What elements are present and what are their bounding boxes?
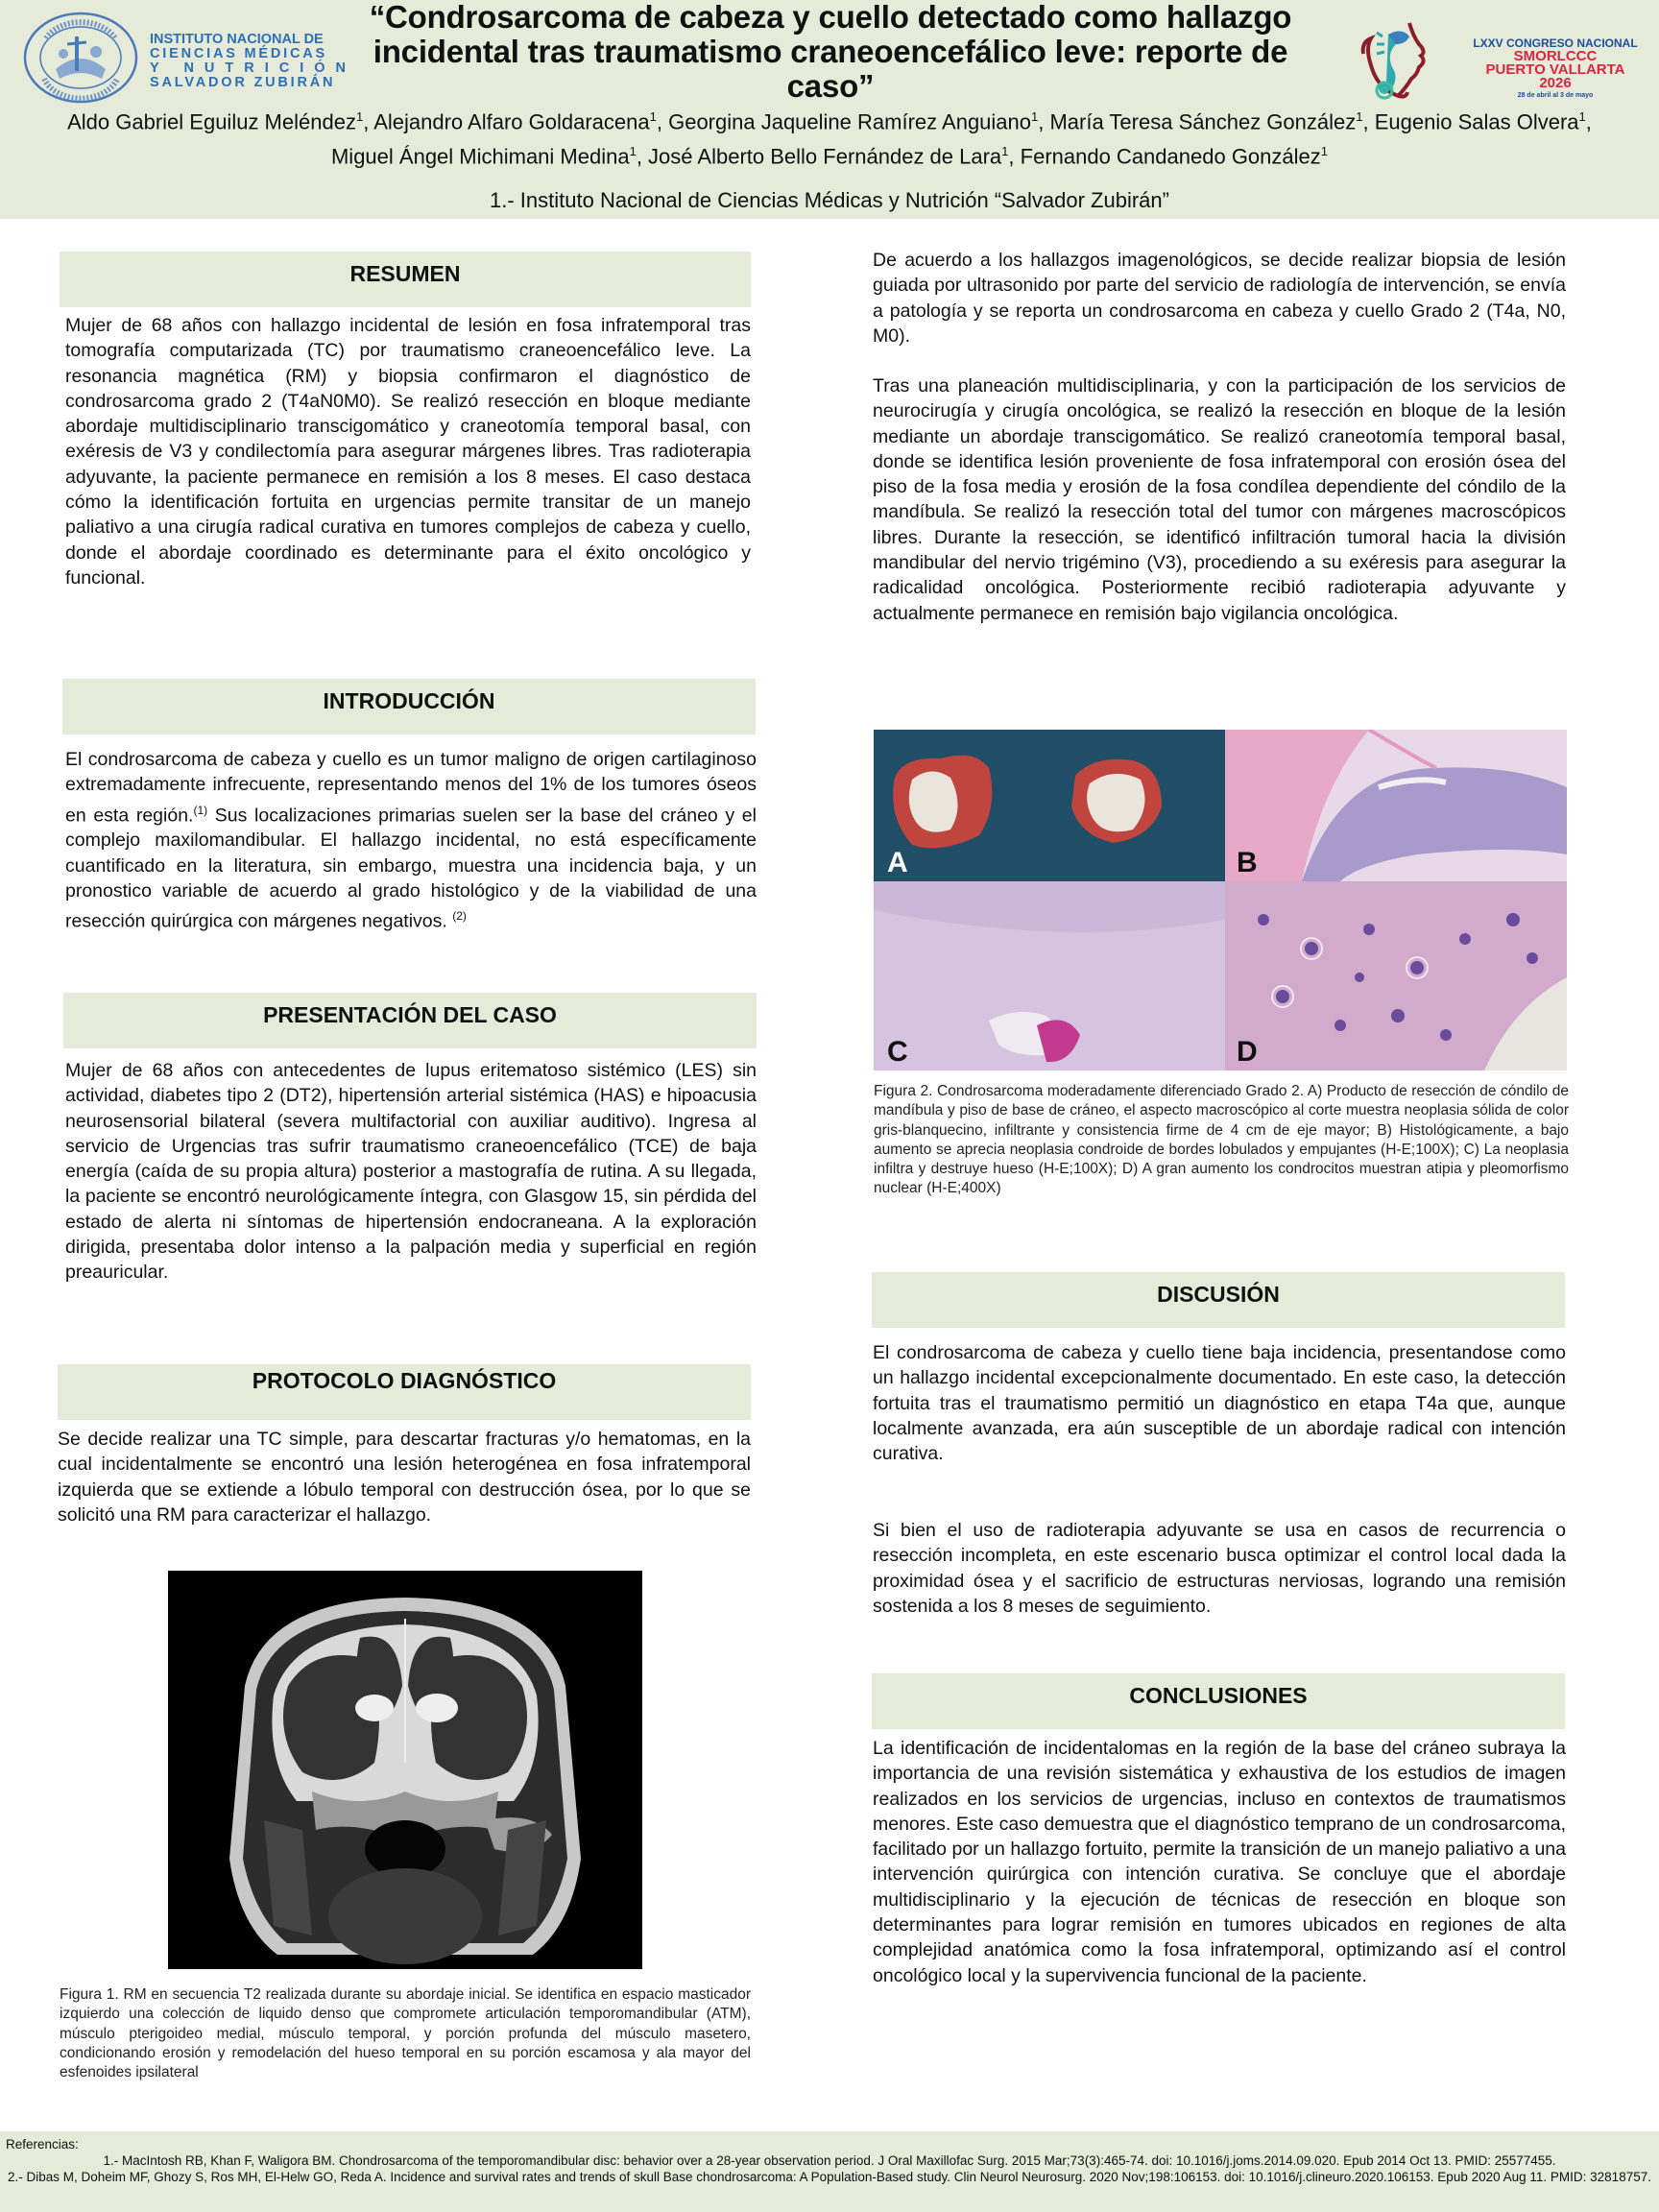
introduccion-text: [65, 747, 757, 934]
intro-text-part1: El condrosarcoma de cabeza y cuello es un tumor maligno de origen cartilaginoso extremadamente infrecuente, representando menos del 1% de los tumores óseos en esta región.: [65, 749, 757, 827]
author-name: Alejandro Alfaro Goldaracena: [373, 109, 650, 134]
author-affiliation-mark: 1: [1001, 144, 1009, 159]
author-name: Georgina Jaqueline Ramírez Anguiano: [668, 109, 1032, 134]
citation-1[interactable]: (1): [193, 803, 208, 817]
heading-text: PRESENTACIÓN DEL CASO: [263, 1002, 557, 1027]
congress-logo: [1344, 10, 1651, 106]
coronal-mri-brain-icon: [168, 1571, 642, 1969]
figure-2-panel-b: [1225, 730, 1567, 881]
author-affiliation-mark: 1: [629, 144, 637, 159]
figure-1-caption: Figura 1. RM en secuencia T2 realizada durante su abordaje inicial. Se identifica en espacio masticador izquierdo una colección de liquido denso que compromete articulación temporomandibular (ATM), músculo pterigoideo medial, músculo temporal, y porción profunda del músculo masetero, condicionando erosión y remodelación del hueso temporal en su porción escamosa y ala mayor del esfenoides ipsilateral: [60, 1986, 751, 2081]
institution-name-line4: SALVADOR ZUBIRÁN: [150, 75, 336, 90]
histology-bone-invasion-icon: [874, 881, 1225, 1070]
author-name: José Alberto Bello Fernández de Lara: [648, 144, 1002, 169]
author-name: María Teresa Sánchez González: [1049, 109, 1357, 134]
conclusiones-text: La identificación de incidentalomas en la región de la base del cráneo subraya la importancia de una revisión sistemática y exhaustiva de los estudios de imagen realizados en los servicios de urgencias, incluso en contextos de traumatismos menores. Este caso demuestra que el diagnóstico temprano de un condrosarcoma, facilitado por un hallazgo fortuito, permite la transición de un manejo paliativo a una intervención quirúrgica con intención curativa. Se concluye que el abordaje multidisciplinario y la ejecución de técnicas de resección en bloque son determinantes para lograr remisión en tumores ubicados en regiones de alta complejidad anatómica como la fosa infratemporal, optimizando así el control oncológico local y la supervivencia funcional de la paciente.: [873, 1738, 1566, 1986]
histology-low-power-icon: [1225, 730, 1567, 881]
institution-name-line2: CIENCIAS MÉDICAS: [150, 46, 327, 61]
congress-dates: 28 de abril al 3 de mayo: [1517, 92, 1594, 99]
heading-text: PROTOCOLO DIAGNÓSTICO: [252, 1368, 557, 1393]
poster-header: [0, 0, 1659, 219]
author-name: Aldo Gabriel Eguiluz Meléndez: [67, 109, 356, 134]
references-list: [6, 2153, 1653, 2185]
institution-name-line1: INSTITUTO NACIONAL DE: [150, 32, 324, 47]
author-name: Fernando Candanedo González: [1020, 144, 1321, 169]
seahorse-face-icon: [1350, 15, 1446, 108]
affiliation: 1.- Instituto Nacional de Ciencias Médicas y Nutrición “Salvador Zubirán”: [490, 188, 1169, 212]
institution-name-line3: Y NUTRICIÓN: [150, 60, 356, 76]
section-heading-presentacion: [63, 993, 757, 1048]
presentacion-text: Mujer de 68 años con antecedentes de lupus eritematoso sistémico (LES) sin actividad, diabetes tipo 2 (DT2), hipertensión arterial sistémica (HAS) e hipoacusia neurosensorial bilateral (severa multifactorial con auxiliar auditivo). Ingresa al servicio de Urgencias tras sufrir traumatismo craneoencefálico (TCE) de baja energía (caída de su propia altura) posterior a mastografía de rutina. A su llegada, la paciente se encontró neurológicamente íntegra, con Glasgow 15, sin pérdida del estado de alerta ni síntomas de hipertensión endocraneana. A la exploración dirigida, presentaba dolor intenso a la palpación media y superficial en región preauricular.: [65, 1060, 757, 1284]
congress-society: SMORLCCC: [1513, 48, 1598, 64]
figure-2-panel-c: [874, 881, 1225, 1070]
congress-name: LXXV CONGRESO NACIONAL: [1473, 36, 1638, 50]
panel-label-b: B: [1237, 847, 1258, 878]
intro-text-part2: Sus localizaciones primarias suelen ser la base del cráneo y el complejo maxilomandibular. El hallazgo incidental, no está específicamente cuantificado en la literatura, sin embargo, muestra una incidencia baja, y un pronostico variable de acuerdo al grado histológico y de la viabilidad de una resección quirúrgica con márgenes negativos.: [65, 805, 757, 932]
discusion-text-p2: Si bien el uso de radioterapia adyuvante se usa en casos de recurrencia o resección incompleta, en este escenario busca optimizar el control local dada la proximidad ósea y el sacrificio de estructuras nerviosas, logrando una remisión sostenida a los 8 meses de seguimiento.: [873, 1520, 1566, 1617]
institution-logo: [13, 8, 356, 104]
panel-label-a: A: [887, 847, 908, 878]
author-affiliation-mark: 1: [649, 109, 657, 124]
figure-1-mri-image: [168, 1571, 642, 1969]
discusion-text-p1: El condrosarcoma de cabeza y cuello tiene baja incidencia, presentandose como un hallazgo incidental excepcionalmente documentado. En este caso, la detección fortuita tras el traumatismo permitió un diagnóstico en etapa T4a que, aunque localmente avanzada, era aún susceptible de un abordaje radical con intención curativa.: [873, 1342, 1566, 1465]
congress-city: PUERTO VALLARTA: [1485, 61, 1625, 78]
author-name: Eugenio Salas Olvera: [1374, 109, 1579, 134]
case-continuation-p2: Tras una planeación multidisciplinaria, y con la participación de los servicios de neurocirugía y cirugía oncológica, se realizó la resección en bloque de la lesión mediante un abordaje transcigomático. Se realizó craneotomía temporal basal, donde se identifica lesión proveniente de fosa infratemporal con erosión ósea del piso de la fosa media y erosión de la fosa condílea dependiente del cóndilo de la mandíbula. Se realizó la resección total del tumor con márgenes macroscópicos libres. Durante la resección, se identificó infiltración tumoral hacia la división mandibular del nervio trigémino (V3), procediendo a su exéresis para asegurar la radicalidad oncológica. Posteriormente recibió radioterapia adyuvante y actualmente permanece en remisión bajo vigilancia oncológica.: [873, 375, 1566, 624]
poster-title: “Condrosarcoma de cabeza y cuello detectado como hallazgo incidental tras traumatismo craneoencefálico leve: reporte de caso”: [369, 0, 1292, 104]
heading-text: DISCUSIÓN: [1157, 1282, 1280, 1307]
author-affiliation-mark: 1: [1031, 109, 1039, 124]
panel-label-d: D: [1237, 1036, 1258, 1068]
resumen-text: Mujer de 68 años con hallazgo incidental de lesión en fosa infratemporal tras tomografía computarizada (TC) por traumatismo craneoencefálico leve. La resonancia magnética (RM) y biopsia confirmaron el diagnóstico de condrosarcoma grado 2 (T4aN0M0). Se realizó resección en bloque mediante abordaje multidisciplinario transcigomático y craneotomía temporal basal, con exéresis de V3 y condilectomía para asegurar márgenes libres. Tras radioterapia adyuvante, la paciente permanece en remisión a los 8 meses. El caso destaca cómo la identificación fortuita en urgencias permite transitar de un manejo paliativo a una cirugía radical curativa en tumores complejos de cabeza y cuello, donde el abordaje coordinado es determinante para el éxito oncológico y funcional.: [65, 315, 751, 589]
figure-2-caption: Figura 2. Condrosarcoma moderadamente diferenciado Grado 2. A) Producto de resección de cóndilo de mandíbula y piso de base de cráneo, el aspecto macroscópico al corte muestra neoplasia sólida de color gris-blanquecino, infiltrante y consistencia firme de 4 cm de eje mayor; B) Histológicamente, a bajo aumento se aprecia neoplasia condroide de bordes lobulados y empujantes (H-E;100X); C) La neoplasia infiltra y destruye hueso (H-E;100X); D) A gran aumento los condrocitos muestran atipia y pleomorfismo nuclear (H-E;400X): [874, 1083, 1569, 1197]
heading-text: RESUMEN: [349, 261, 461, 286]
citation-2[interactable]: (2): [452, 909, 467, 924]
author-affiliation-mark: 1: [1578, 109, 1586, 124]
section-heading-resumen: [60, 252, 751, 307]
references-footer: [0, 2131, 1659, 2212]
figure-2-panel-a: [874, 730, 1225, 881]
references-title: Referencias:: [6, 2137, 79, 2152]
protocolo-text: Se decide realizar una TC simple, para descartar fracturas y/o hematomas, en la cual incidentalmente se encontró una lesión heterogénea en fosa infratemporal izquierda que se extiende a lóbulo temporal con destrucción ósea, por lo que se solicitó una RM para caracterizar el hallazgo.: [58, 1429, 751, 1526]
histology-high-power-icon: [1225, 881, 1567, 1070]
author-list: Aldo Gabriel Eguiluz Meléndez$^1$, Alejandro Alfaro Goldaracena$^1$, Georgina Jaqueline Ramírez Anguiano$^1$, María Teresa Sánchez González$^1$, Eugenio Salas Olvera$^1$, Miguel Ángel Michimani Medina$^1$, José Alberto Bello Fernández de Lara$^1$, Fernando Candanedo González$^1$: [67, 109, 1592, 169]
panel-label-c: C: [887, 1036, 908, 1068]
section-heading-discusion: [872, 1272, 1565, 1328]
author-affiliation-mark: 1: [355, 109, 364, 124]
resection-specimen-icon: [874, 730, 1225, 881]
reference-item: 2.- Dibas M, Doheim MF, Ghozy S, Ros MH, El-Helw GO, Reda A. Incidence and survival rates and trends of skull Base chondrosarcoma: A Population-Based study. Clin Neurol Neurosurg. 2020 Nov;198:106153. doi: 10.1016/j.clineuro.2020.106153. Epub 2020 Aug 11. PMID: 32818757.: [8, 2169, 1651, 2184]
heading-text: CONCLUSIONES: [1129, 1683, 1308, 1708]
author-name: Miguel Ángel Michimani Medina: [330, 144, 630, 169]
congress-year: 2026: [1539, 75, 1572, 91]
section-heading-introduccion: [62, 679, 756, 734]
section-heading-conclusiones: [872, 1673, 1565, 1729]
heading-text: INTRODUCCIÓN: [323, 688, 495, 713]
section-heading-protocolo: [58, 1364, 751, 1420]
figure-2-panel-d: [1225, 881, 1567, 1070]
institution-seal-icon: [17, 10, 144, 106]
reference-item: 1.- MacIntosh RB, Khan F, Waligora BM. Chondrosarcoma of the temporomandibular disc: behavior over a 28-year observation period. J Oral Maxillofac Surg. 2015 Mar;73(3):465-74. doi: 10.1016/j.joms.2014.09.020. Epub 2014 Oct 13. PMID: 25577455.: [103, 2153, 1556, 2168]
case-continuation-p1: De acuerdo a los hallazgos imagenológicos, se decide realizar biopsia de lesión guiada por ultrasonido por parte del servicio de radiología de intervención, se envía a patología y se reporta un condrosarcoma en cabeza y cuello Grado 2 (T4a, N0, M0).: [873, 250, 1566, 347]
figure-2-histology-grid: [874, 730, 1567, 1070]
author-affiliation-mark: 1: [1356, 109, 1363, 124]
author-affiliation-mark: 1: [1320, 144, 1328, 159]
